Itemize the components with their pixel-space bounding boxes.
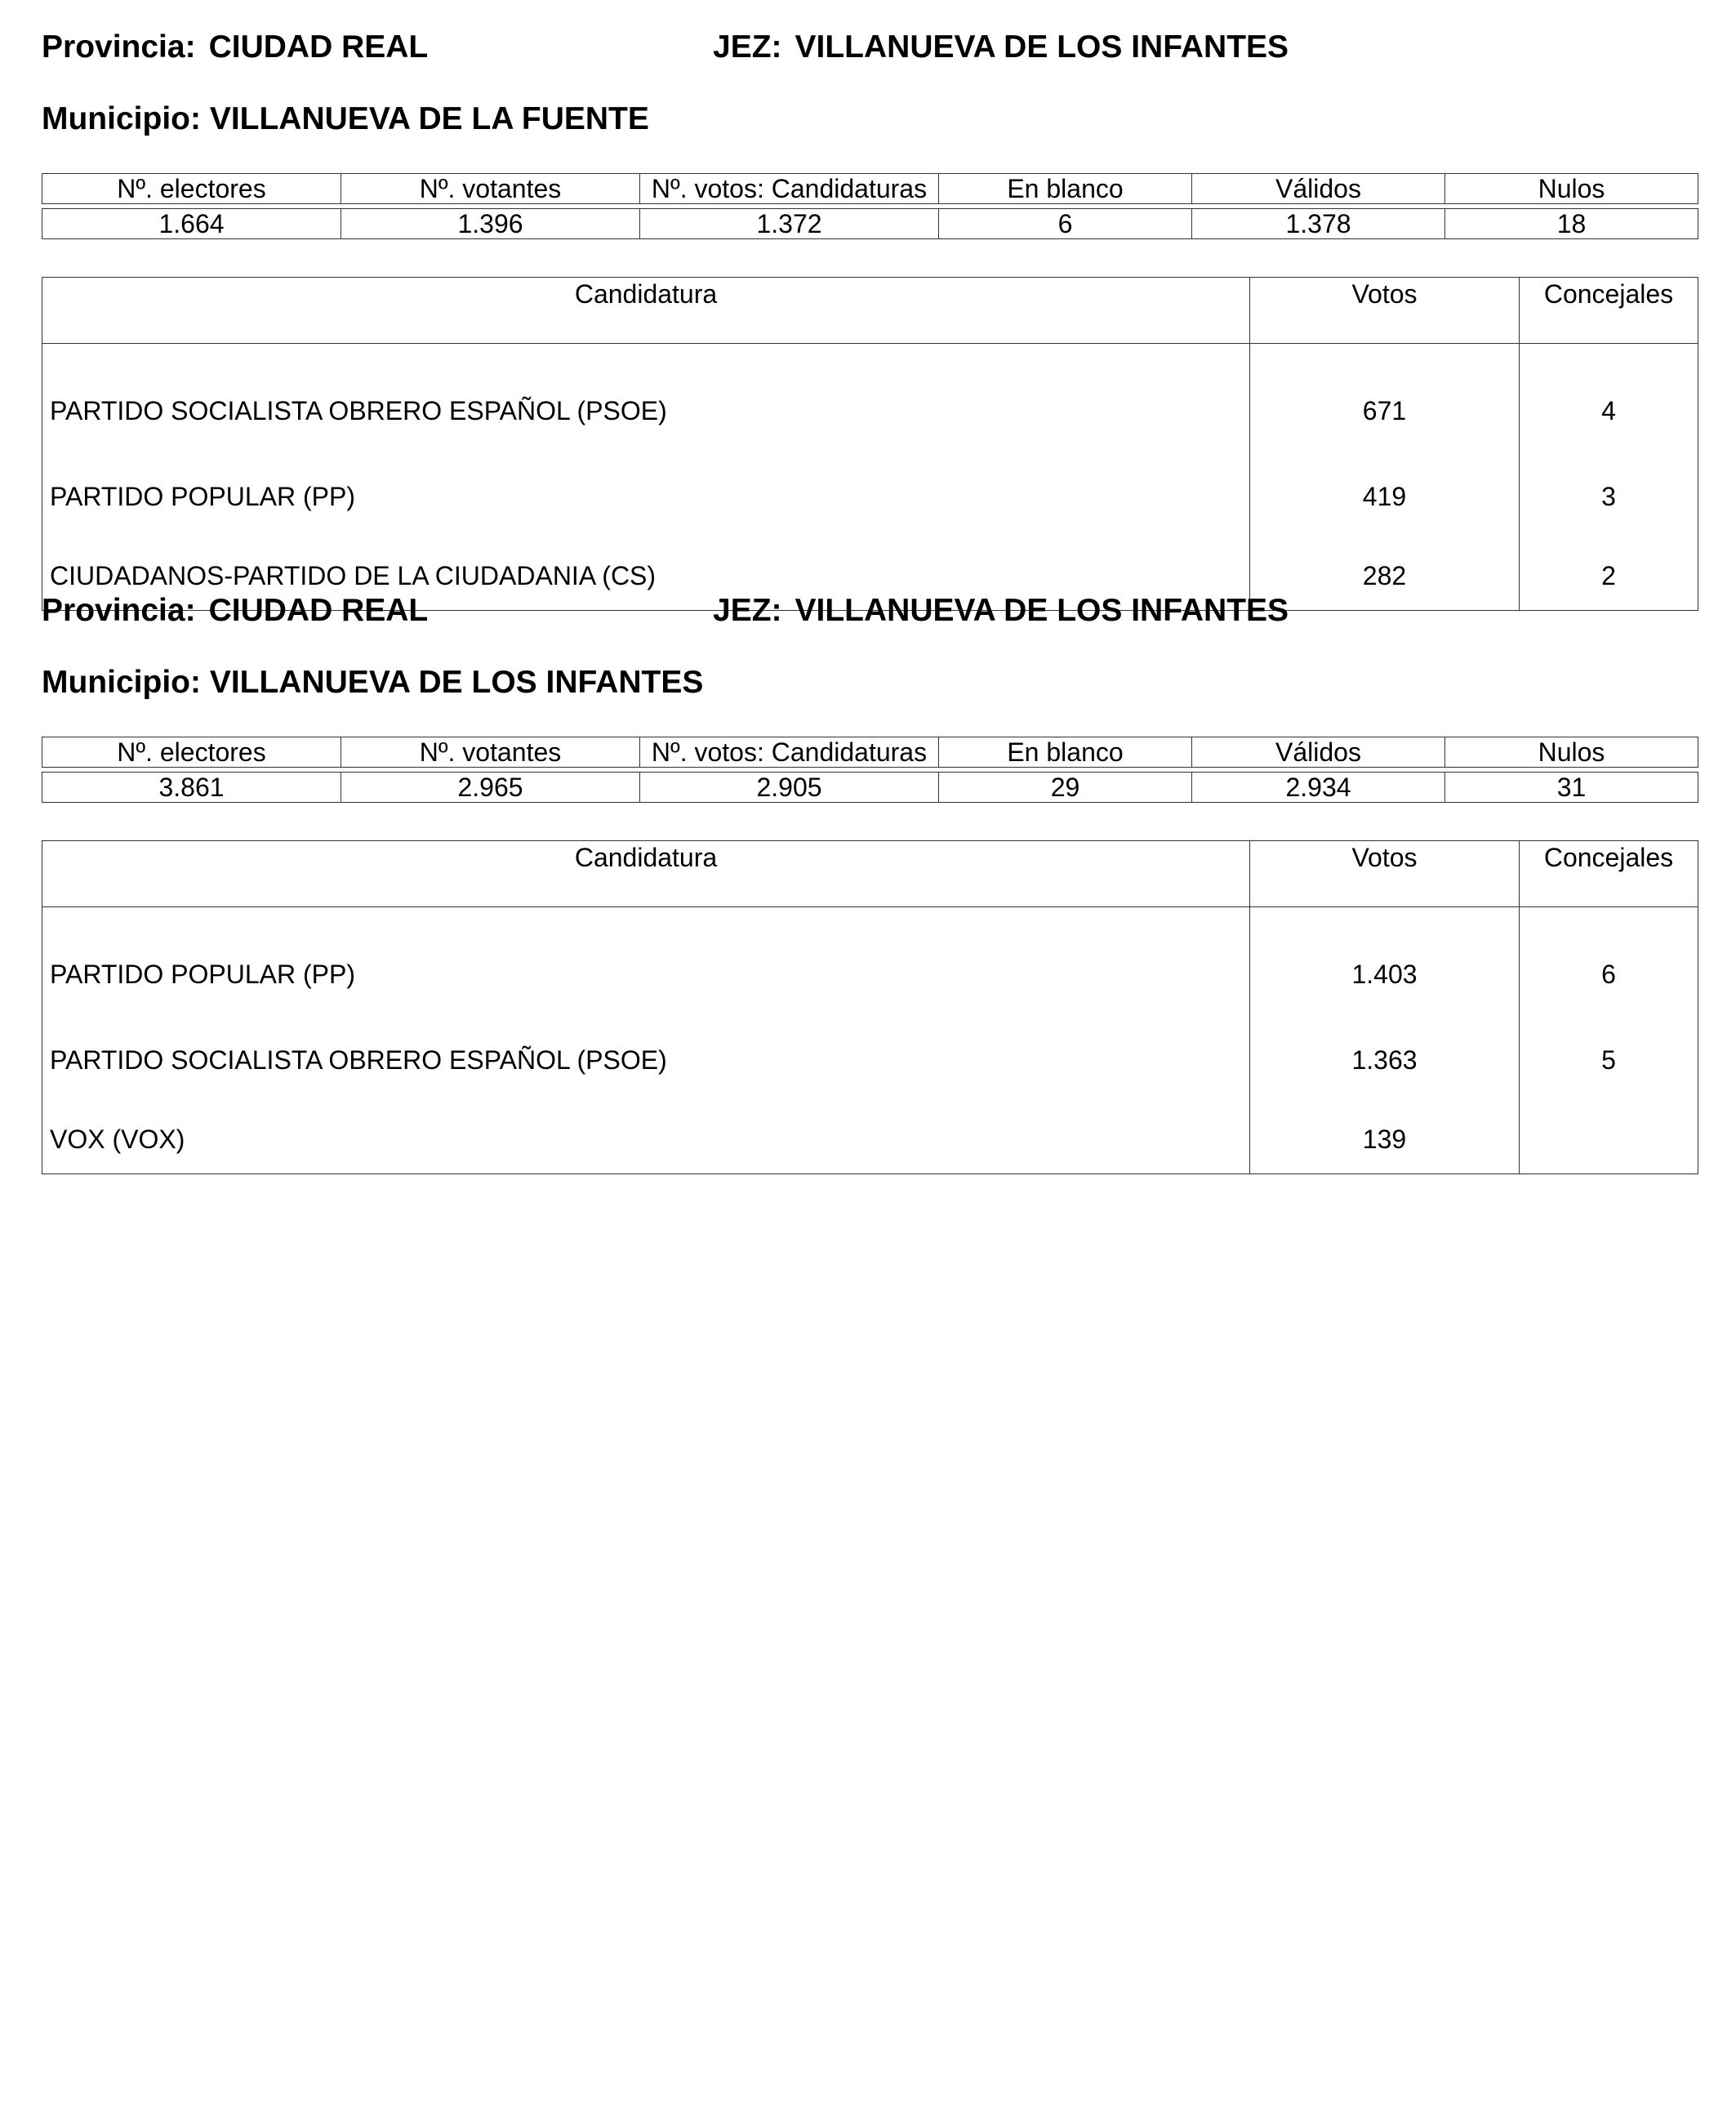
jez-value: VILLANUEVA DE LOS INFANTES xyxy=(795,29,1289,65)
results-header-row xyxy=(42,278,1698,344)
candidatura-header: Candidatura xyxy=(42,278,1250,344)
municipality-header xyxy=(42,663,1698,712)
summary-value-cell: 1.664 xyxy=(42,209,341,239)
votos-header: Votos xyxy=(1250,278,1520,344)
summary-value-cell: 1.372 xyxy=(640,209,939,239)
party-votes: 1.403 xyxy=(1250,907,1520,1016)
summary-header-cell: Nulos xyxy=(1445,737,1698,768)
summary-header-cell: En blanco xyxy=(939,174,1192,204)
jez-line xyxy=(713,29,1289,65)
party-name: PARTIDO SOCIALISTA OBRERO ESPAÑOL (PSOE) xyxy=(42,344,1250,452)
candidatura-header: Candidatura xyxy=(42,841,1250,907)
summary-header-cell: Válidos xyxy=(1192,174,1445,204)
concejales-header: Concejales xyxy=(1520,841,1698,907)
municipality-line xyxy=(42,101,649,137)
results-table xyxy=(42,277,1698,611)
results-header-row xyxy=(42,841,1698,907)
summary-header-cell: Nº. electores xyxy=(42,174,341,204)
party-seats: 6 xyxy=(1520,907,1698,1016)
summary-value-cell: 3.861 xyxy=(42,773,341,803)
summary-value-cell: 29 xyxy=(939,773,1192,803)
jez-line xyxy=(713,593,1289,629)
party-votes: 282 xyxy=(1250,531,1520,611)
party-seats: 3 xyxy=(1520,452,1698,531)
party-name: PARTIDO SOCIALISTA OBRERO ESPAÑOL (PSOE) xyxy=(42,1015,1250,1094)
municipality-value: VILLANUEVA DE LOS INFANTES xyxy=(209,665,704,700)
party-seats: 4 xyxy=(1520,344,1698,452)
province-jez-header xyxy=(42,588,1698,637)
party-name: PARTIDO POPULAR (PP) xyxy=(42,907,1250,1016)
summary-header-cell: Nulos xyxy=(1445,174,1698,204)
municipality-header xyxy=(42,100,1698,149)
summary-value-row xyxy=(42,773,1698,803)
table-row xyxy=(42,1094,1698,1174)
municipality-label: Municipio: xyxy=(42,101,201,136)
municipality-section-1 xyxy=(42,24,1698,611)
summary-value-cell: 1.396 xyxy=(341,209,640,239)
province-jez-header xyxy=(42,24,1698,73)
party-seats: 2 xyxy=(1520,531,1698,611)
party-seats: 5 xyxy=(1520,1015,1698,1094)
summary-header-cell: Nº. electores xyxy=(42,737,341,768)
province-line xyxy=(42,593,428,629)
party-seats xyxy=(1520,1094,1698,1174)
table-row xyxy=(42,452,1698,531)
party-votes: 419 xyxy=(1250,452,1520,531)
table-row xyxy=(42,1015,1698,1094)
summary-value-cell: 18 xyxy=(1445,209,1698,239)
municipality-label: Municipio: xyxy=(42,665,201,700)
summary-header-cell: En blanco xyxy=(939,737,1192,768)
party-name: CIUDADANOS-PARTIDO DE LA CIUDADANIA (CS) xyxy=(42,531,1250,611)
results-table xyxy=(42,840,1698,1174)
summary-header-cell: Nº. votantes xyxy=(341,174,640,204)
summary-header-row xyxy=(42,737,1698,768)
summary-header-cell: Nº. votantes xyxy=(341,737,640,768)
concejales-header: Concejales xyxy=(1520,278,1698,344)
municipality-section-2 xyxy=(42,588,1698,1174)
province-value: CIUDAD REAL xyxy=(208,593,429,628)
jez-value: VILLANUEVA DE LOS INFANTES xyxy=(795,593,1289,628)
summary-value-cell: 6 xyxy=(939,209,1192,239)
summary-value-cell: 1.378 xyxy=(1192,209,1445,239)
table-row xyxy=(42,907,1698,1016)
jez-label: JEZ: xyxy=(713,29,782,65)
party-name: VOX (VOX) xyxy=(42,1094,1250,1174)
summary-header-row xyxy=(42,174,1698,204)
votos-header: Votos xyxy=(1250,841,1520,907)
summary-value-row xyxy=(42,209,1698,239)
summary-table xyxy=(42,737,1698,803)
party-votes: 1.363 xyxy=(1250,1015,1520,1094)
party-votes: 139 xyxy=(1250,1094,1520,1174)
summary-value-cell: 2.965 xyxy=(341,773,640,803)
province-label: Provincia: xyxy=(42,593,196,628)
summary-value-cell: 2.905 xyxy=(640,773,939,803)
jez-label: JEZ: xyxy=(713,593,782,628)
party-name: PARTIDO POPULAR (PP) xyxy=(42,452,1250,531)
municipality-line xyxy=(42,665,703,701)
summary-header-cell: Nº. votos: Candidaturas xyxy=(640,174,939,204)
summary-value-cell: 31 xyxy=(1445,773,1698,803)
table-row xyxy=(42,344,1698,452)
summary-value-cell: 2.934 xyxy=(1192,773,1445,803)
summary-table xyxy=(42,173,1698,239)
municipality-value: VILLANUEVA DE LA FUENTE xyxy=(209,101,649,136)
province-line xyxy=(42,29,428,65)
province-label: Provincia: xyxy=(42,29,196,65)
party-votes: 671 xyxy=(1250,344,1520,452)
summary-header-cell: Nº. votos: Candidaturas xyxy=(640,737,939,768)
summary-header-cell: Válidos xyxy=(1192,737,1445,768)
province-value: CIUDAD REAL xyxy=(208,29,429,65)
